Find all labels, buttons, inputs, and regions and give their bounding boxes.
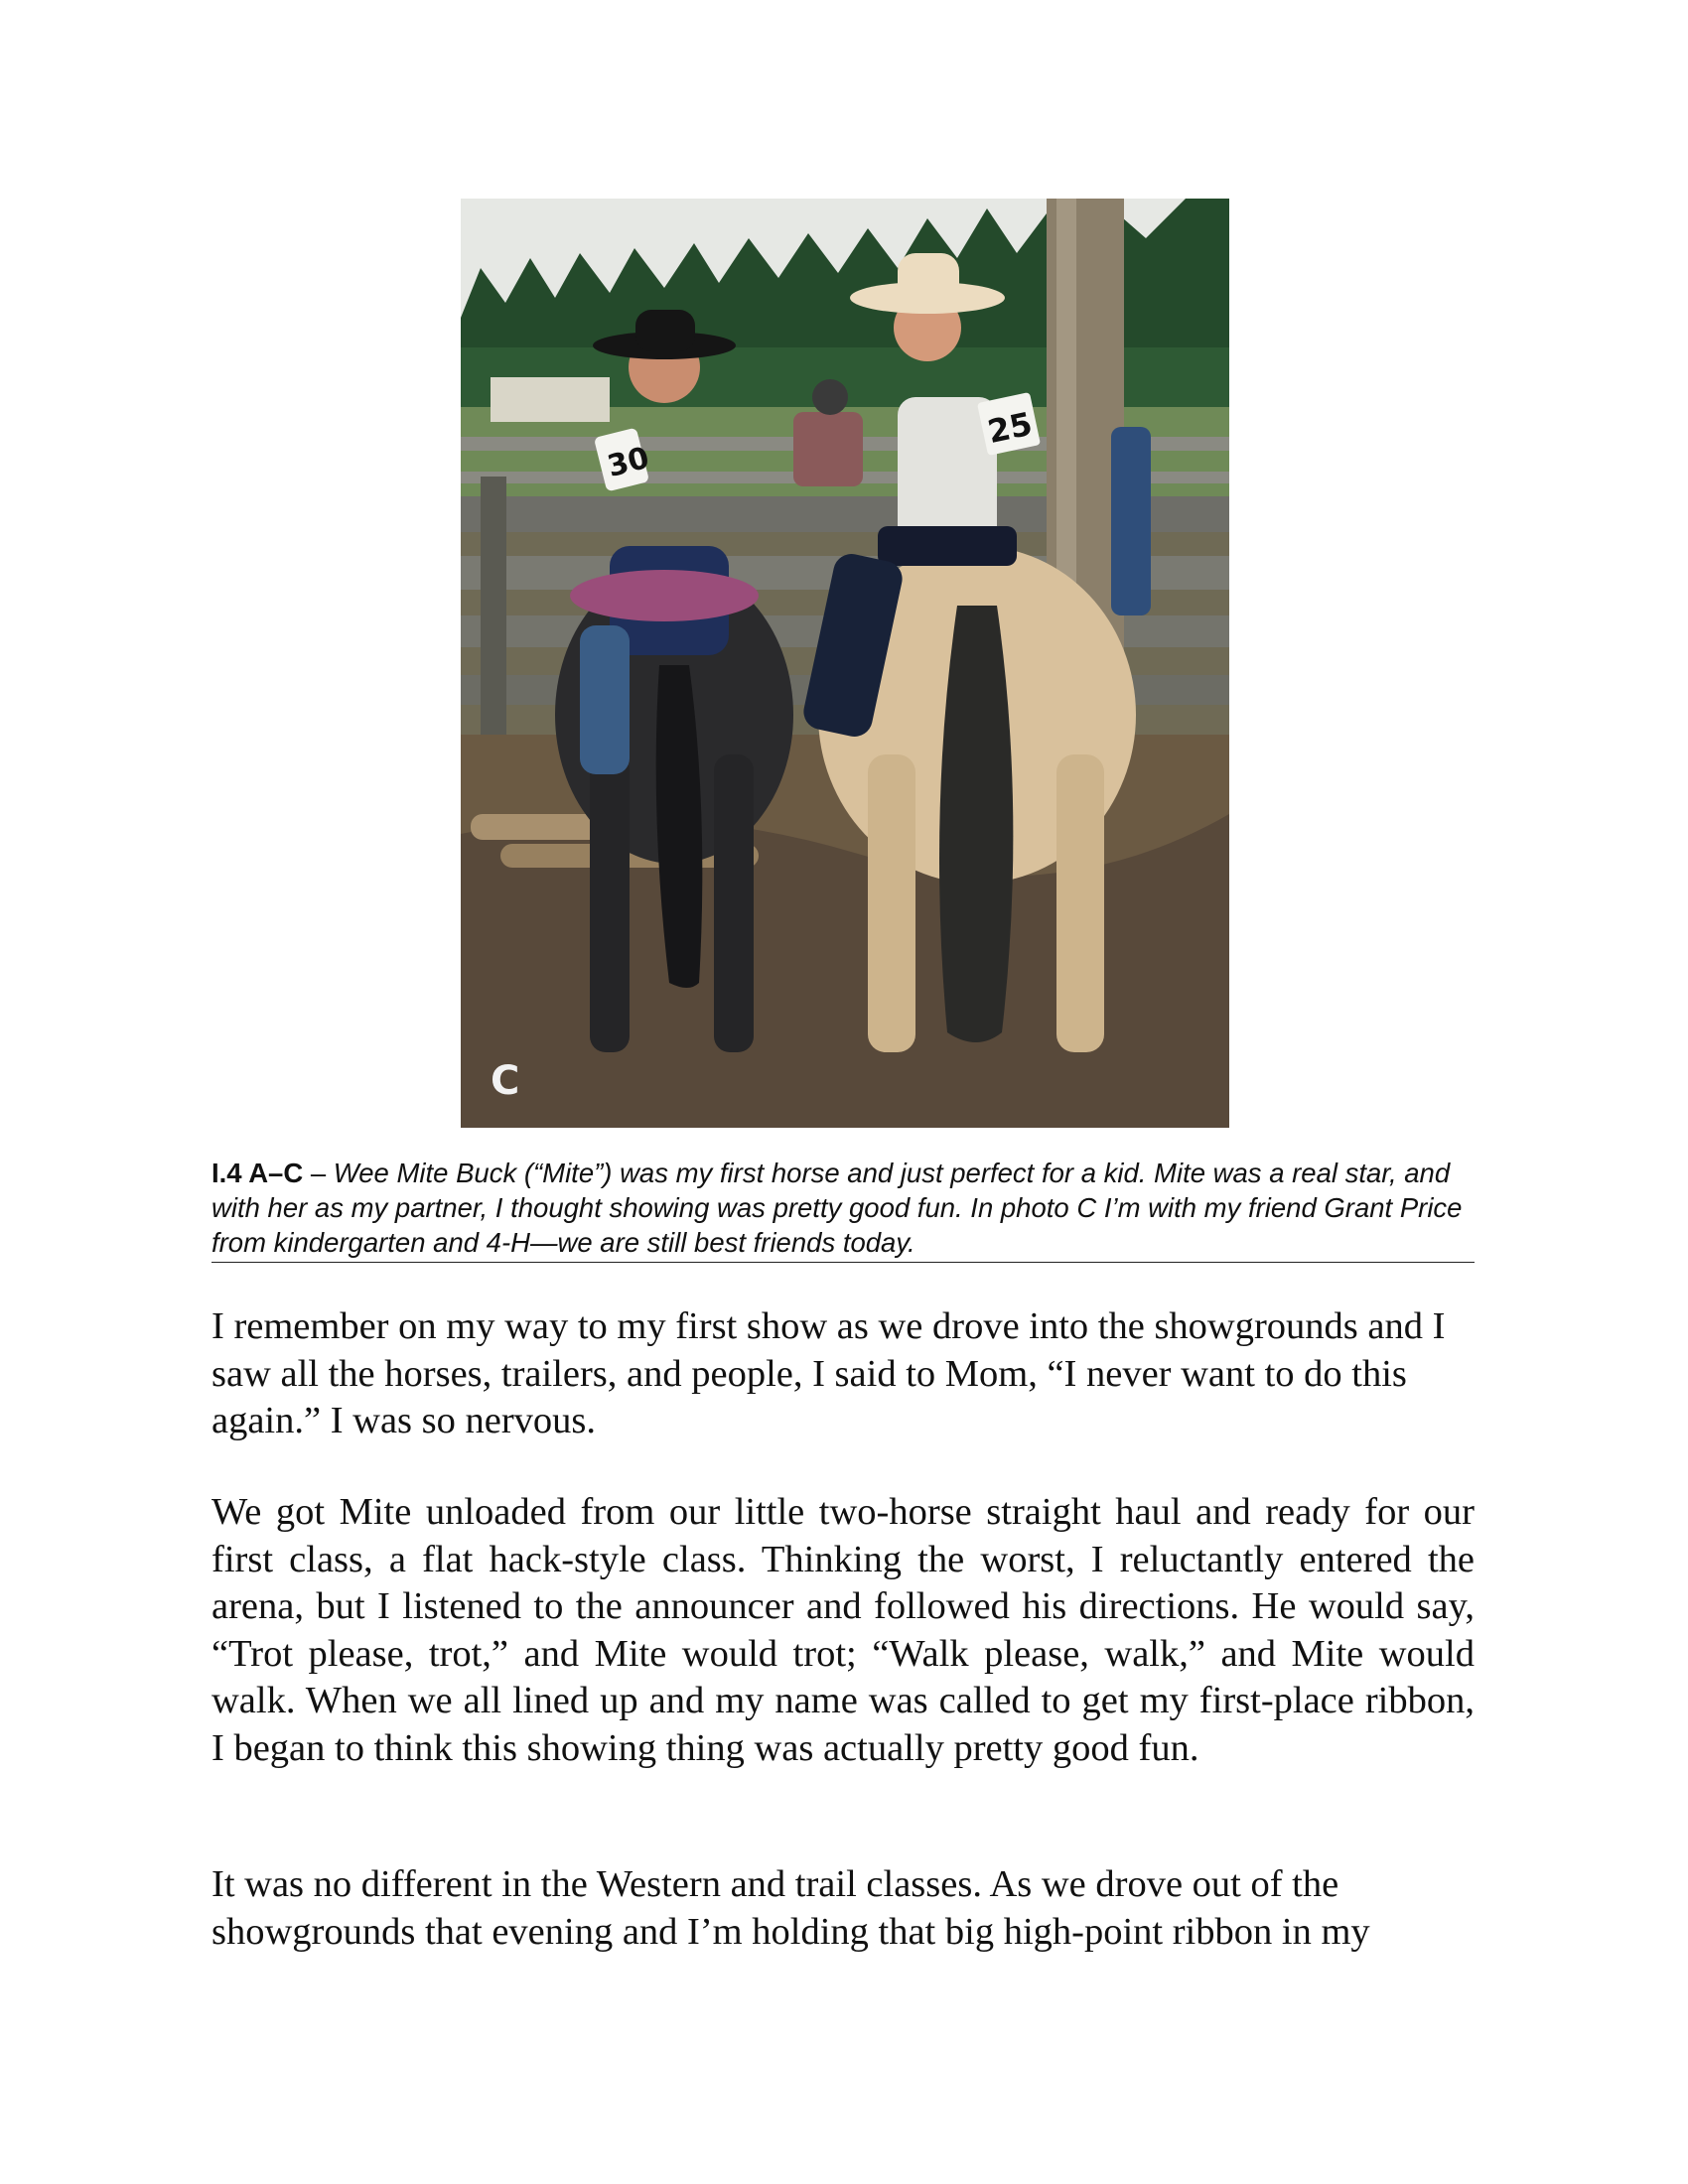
body-paragraph-2: We got Mite unloaded from our little two-horse straight haul and ready for our first class, a flat hack-style class. Thinking the worst, I reluctantly entered the arena, but I listened to the announcer and followed his directions. He would say, “Trot please, trot,” and Mite would trot; “Walk please, walk,” and Mite would walk. When we all lined up and my name was called to get my first-place ribbon, I began to think this showing thing was actually pretty good fun. [211,1491,1475,1769]
caption-separator: – [303,1158,334,1188]
caption-text: Wee Mite Buck (“Mite”) was my first horse and just perfect for a kid. Mite was a real star, and with her as my partner, I thought showing was pretty good fun. In photo C I’m with my friend Grant Price from kindergarten and 4-H—we are still best friends today. [211,1158,1463,1258]
bib-number-right: 25 [984,404,1036,452]
horse-show-photo [461,199,1229,1128]
bib-number-left: 30 [604,440,653,484]
figure-caption [211,1156,1475,1263]
photo-letter-label: C [491,1058,520,1104]
photo-illustration [461,199,1229,1128]
body-paragraph-3: It was no different in the Western and trail classes. As we drove out of the showgrounds that evening and I’m holding that big high-point ribbon in my [211,1863,1370,1953]
body-paragraph-1: I remember on my way to my first show as we drove into the showgrounds and I saw all the horses, trailers, and people, I said to Mom, “I never want to do this again.” I was so nervous. [211,1305,1446,1441]
caption-figure-id: I.4 A–C [211,1158,304,1188]
